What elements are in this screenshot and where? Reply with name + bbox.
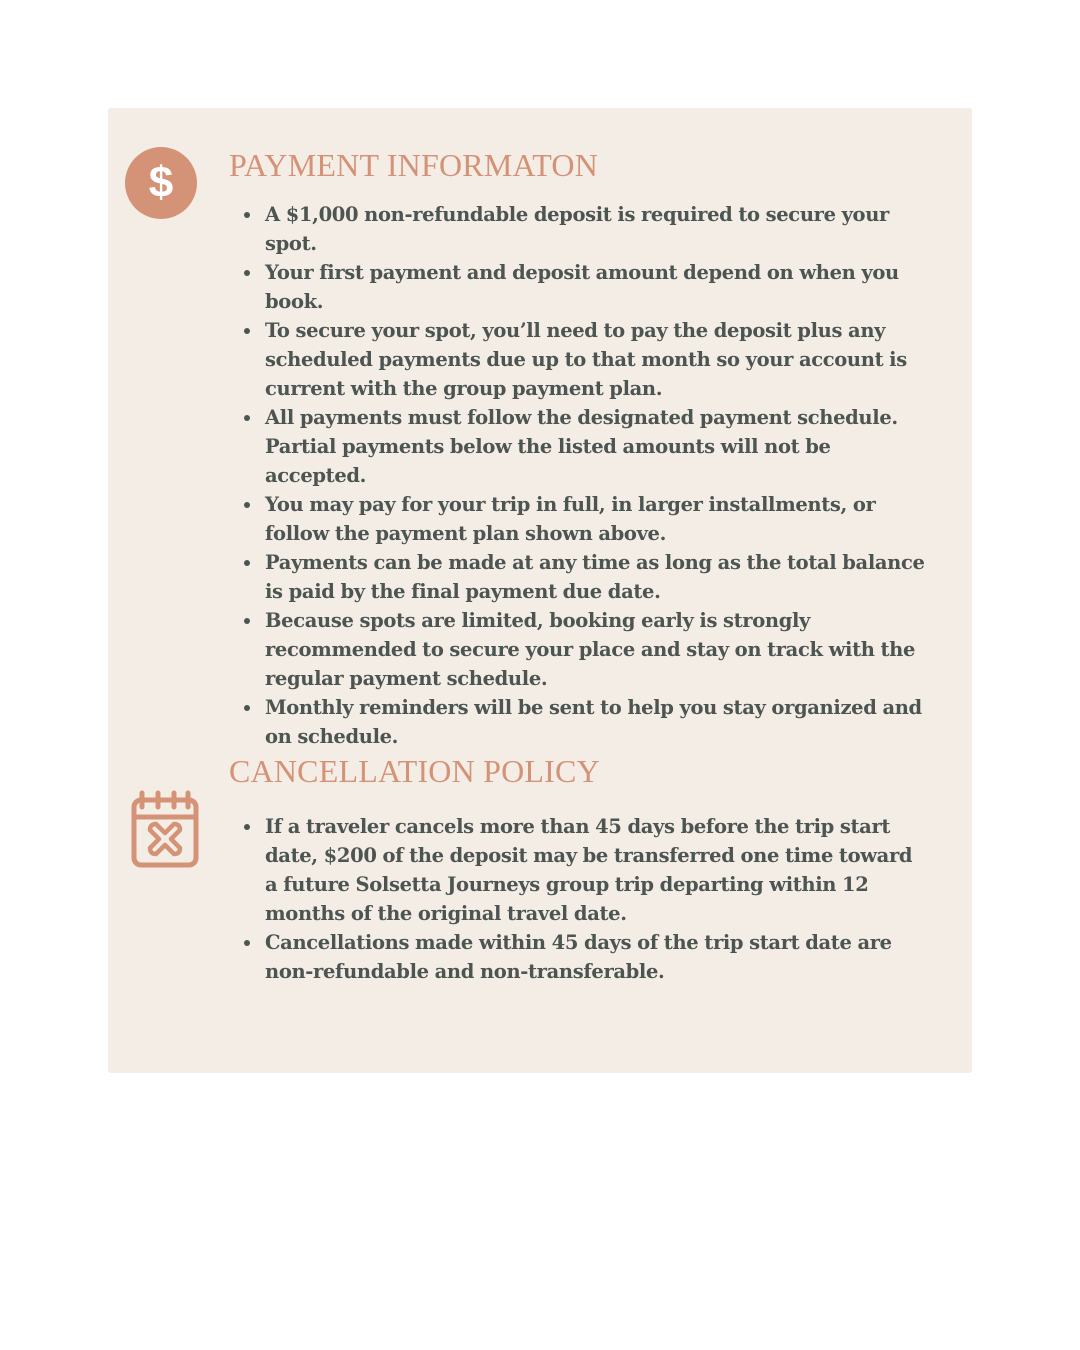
payment-item: To secure your spot, you’ll need to pay the deposit plus any scheduled payments due up to that month so your account is current with the group payment plan.	[229, 316, 929, 403]
dollar-icon	[125, 147, 197, 219]
payment-heading: PAYMENT INFORMATON	[229, 147, 599, 183]
payment-item: Your first payment and deposit amount depend on when you book.	[229, 258, 929, 316]
cancellation-heading: CANCELLATION POLICY	[229, 753, 600, 789]
payment-item: Payments can be made at any time as long as the total balance is paid by the final payment due date.	[229, 548, 929, 606]
cancellation-list	[229, 812, 929, 986]
payment-item: You may pay for your trip in full, in larger installments, or follow the payment plan shown above.	[229, 490, 929, 548]
cancellation-item: If a traveler cancels more than 45 days before the trip start date, $200 of the deposit may be transferred one time toward a future Solsetta Journeys group trip departing within 12 months of the original travel date.	[229, 812, 929, 928]
cancellation-item: Cancellations made within 45 days of the trip start date are non-refundable and non-transferable.	[229, 928, 929, 986]
payment-item: Monthly reminders will be sent to help you stay organized and on schedule.	[229, 693, 929, 751]
payment-section	[229, 146, 929, 751]
payment-item: All payments must follow the designated payment schedule. Partial payments below the listed amounts will not be accepted.	[229, 403, 929, 490]
payment-list	[229, 200, 929, 751]
calendar-cancel-icon	[130, 790, 202, 870]
dollar-glyph: $	[148, 158, 174, 207]
policy-panel	[108, 108, 972, 1073]
cancellation-section	[229, 752, 929, 986]
payment-item: Because spots are limited, booking early is strongly recommended to secure your place and stay on track with the regular payment schedule.	[229, 606, 929, 693]
payment-item: A $1,000 non-refundable deposit is required to secure your spot.	[229, 200, 929, 258]
